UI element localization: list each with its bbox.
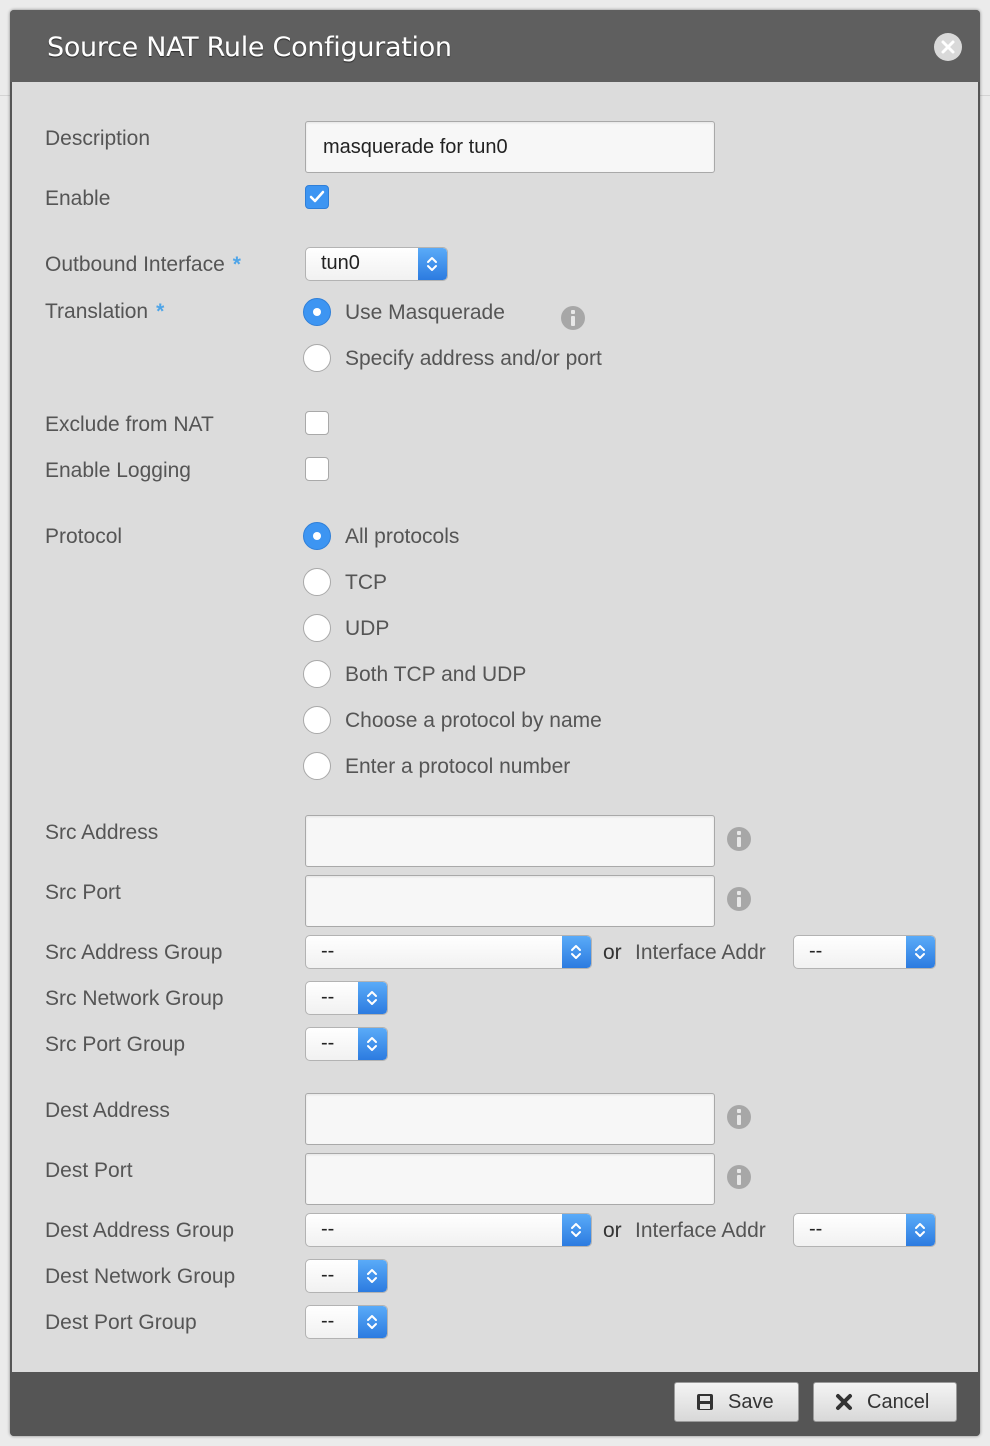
close-icon [940, 39, 956, 55]
select-arrows-icon [358, 982, 387, 1014]
x-icon [835, 1393, 853, 1411]
description-label: Description [45, 127, 151, 150]
dest-interface-addr-label: Interface Addr [635, 1219, 766, 1242]
protocol-option-udp: UDP [345, 617, 390, 640]
select-arrows-icon [906, 1214, 935, 1246]
close-button[interactable] [934, 33, 962, 61]
select-arrows-icon [562, 936, 591, 968]
src-address-label: Src Address [45, 821, 159, 844]
protocol-label: Protocol [45, 525, 123, 548]
dest-port-textbox [305, 1153, 715, 1205]
info-icon[interactable] [727, 887, 751, 911]
info-icon[interactable] [727, 1165, 751, 1189]
protocol-option-all: All protocols [345, 525, 460, 548]
dialog-title-bar [10, 10, 980, 82]
dest-address-group-select[interactable] [305, 1213, 592, 1247]
checkmark-icon [309, 190, 325, 204]
info-icon[interactable] [561, 306, 585, 330]
dest-address-group-label: Dest Address Group [45, 1219, 235, 1242]
src-address-group-select[interactable] [305, 935, 592, 969]
enable-label: Enable [45, 187, 111, 210]
select-arrows-icon [906, 936, 935, 968]
translation-label-text: Translation [45, 300, 149, 323]
required-mark: * [232, 253, 241, 276]
dest-address-group-value: -- [321, 1218, 335, 1240]
src-interface-addr-label: Interface Addr [635, 941, 766, 964]
src-interface-addr-value: -- [809, 940, 823, 962]
save-button[interactable] [674, 1382, 799, 1422]
floppy-disk-icon [696, 1393, 714, 1411]
protocol-radio-tcp-udp[interactable] [303, 660, 331, 688]
dialog-body [12, 82, 978, 1372]
dest-network-group-label: Dest Network Group [45, 1265, 236, 1288]
src-address-group-value: -- [321, 940, 335, 962]
src-interface-addr-select[interactable] [793, 935, 936, 969]
exclude-from-nat-label: Exclude from NAT [45, 413, 214, 436]
src-network-group-select[interactable] [305, 981, 388, 1015]
select-arrows-icon [358, 1028, 387, 1060]
dest-port-group-select[interactable] [305, 1305, 388, 1339]
src-port-label: Src Port [45, 881, 121, 904]
dest-port-group-label: Dest Port Group [45, 1311, 197, 1334]
outbound-interface-label-text: Outbound Interface [45, 253, 225, 276]
cancel-button[interactable] [813, 1382, 957, 1422]
dest-address-input[interactable] [306, 1094, 714, 1144]
or-text: or [603, 1219, 622, 1242]
translation-label [45, 300, 164, 324]
src-network-group-label: Src Network Group [45, 987, 224, 1010]
outbound-interface-select[interactable] [305, 247, 448, 281]
protocol-option-tcp-udp: Both TCP and UDP [345, 663, 527, 686]
cancel-label: Cancel [867, 1391, 930, 1413]
src-port-group-label: Src Port Group [45, 1033, 186, 1056]
dest-address-textbox [305, 1093, 715, 1145]
dest-interface-addr-select[interactable] [793, 1213, 936, 1247]
protocol-radio-by-number[interactable] [303, 752, 331, 780]
info-icon[interactable] [727, 1105, 751, 1129]
dest-network-group-select[interactable] [305, 1259, 388, 1293]
src-port-textbox [305, 875, 715, 927]
protocol-radio-by-name[interactable] [303, 706, 331, 734]
protocol-radio-tcp[interactable] [303, 568, 331, 596]
src-network-group-value: -- [321, 986, 335, 1008]
protocol-option-tcp: TCP [345, 571, 387, 594]
dest-port-group-value: -- [321, 1310, 335, 1332]
src-address-textbox [305, 815, 715, 867]
protocol-radio-udp[interactable] [303, 614, 331, 642]
src-address-input[interactable] [306, 816, 714, 866]
src-address-group-label: Src Address Group [45, 941, 223, 964]
description-input[interactable] [306, 122, 714, 172]
outbound-interface-label [45, 253, 241, 277]
save-label: Save [728, 1391, 774, 1413]
translation-option-specify: Specify address and/or port [345, 347, 602, 370]
dest-network-group-value: -- [321, 1264, 335, 1286]
or-text: or [603, 941, 622, 964]
dest-port-label: Dest Port [45, 1159, 133, 1182]
src-port-group-value: -- [321, 1032, 335, 1054]
outbound-interface-value: tun0 [321, 252, 360, 274]
description-textbox [305, 121, 715, 173]
dialog-title: Source NAT Rule Configuration [47, 32, 452, 63]
protocol-radio-all[interactable] [303, 522, 331, 550]
exclude-from-nat-checkbox[interactable] [305, 411, 329, 435]
protocol-option-by-name: Choose a protocol by name [345, 709, 602, 732]
select-arrows-icon [418, 248, 447, 280]
translation-option-masquerade: Use Masquerade [345, 301, 505, 324]
nat-rule-dialog [10, 10, 980, 1436]
protocol-option-by-number: Enter a protocol number [345, 755, 571, 778]
enable-logging-checkbox[interactable] [305, 457, 329, 481]
src-port-input[interactable] [306, 876, 714, 926]
enable-logging-label: Enable Logging [45, 459, 191, 482]
translation-radio-masquerade[interactable] [303, 298, 331, 326]
dest-port-input[interactable] [306, 1154, 714, 1204]
translation-radio-specify[interactable] [303, 344, 331, 372]
select-arrows-icon [358, 1260, 387, 1292]
dialog-footer [10, 1372, 980, 1436]
enable-checkbox[interactable] [305, 185, 329, 209]
select-arrows-icon [358, 1306, 387, 1338]
dest-address-label: Dest Address [45, 1099, 170, 1122]
select-arrows-icon [562, 1214, 591, 1246]
info-icon[interactable] [727, 827, 751, 851]
src-port-group-select[interactable] [305, 1027, 388, 1061]
required-mark: * [156, 300, 165, 323]
dest-interface-addr-value: -- [809, 1218, 823, 1240]
